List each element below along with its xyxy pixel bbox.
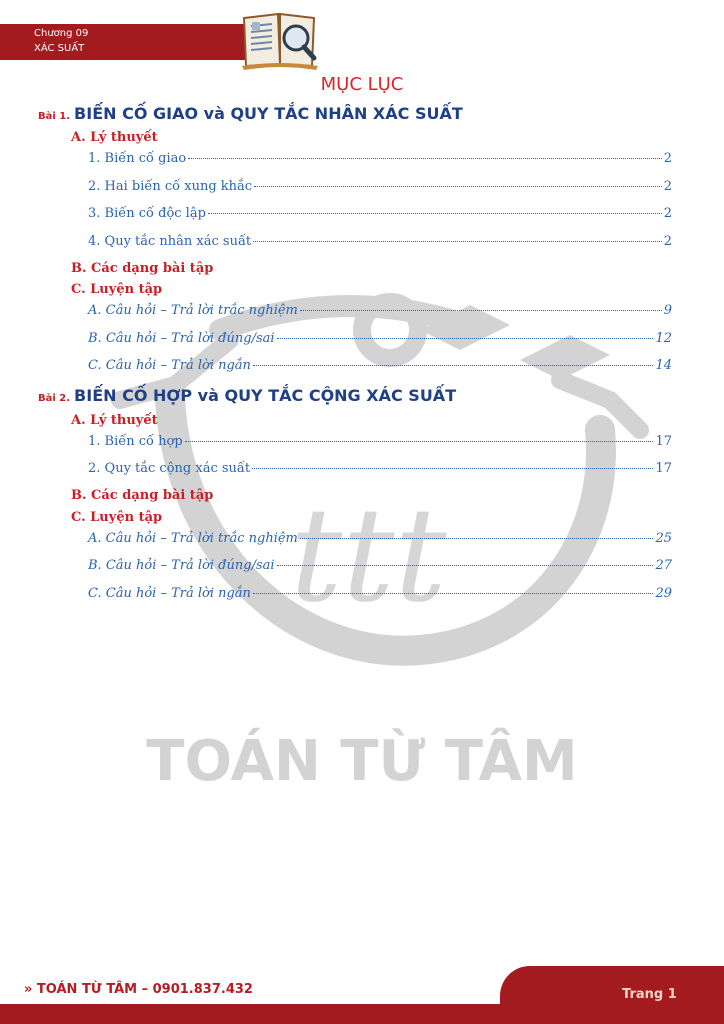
toc-entry[interactable] — [88, 206, 672, 221]
toc-entry-page: 2 — [663, 151, 672, 166]
toc-entry[interactable] — [88, 358, 672, 373]
footer-page-tab — [500, 966, 724, 1024]
toc-entry-label: 2. Quy tắc cộng xác suất — [88, 461, 251, 476]
toc-entry-label: A. Câu hỏi – Trả lời trắc nghiệm — [88, 303, 298, 318]
lesson-2-heading — [38, 386, 456, 405]
toc-entry-page: 27 — [655, 558, 672, 573]
toc-entry-page: 9 — [663, 303, 672, 318]
toc-entry-page: 17 — [655, 461, 672, 476]
toc-entry[interactable] — [88, 234, 672, 249]
page-title: MỤC LỤC — [320, 74, 404, 95]
toc-entry[interactable] — [88, 558, 672, 573]
toc-entry-page: 25 — [655, 531, 672, 546]
subject-label: XÁC SUẤT — [34, 43, 85, 54]
footer-contact: » TOÁN TỪ TÂM – 0901.837.432 — [24, 982, 253, 997]
toc-entry-label: C. Câu hỏi – Trả lời ngắn — [88, 586, 251, 601]
toc-entry[interactable] — [88, 434, 672, 449]
toc-entry-page: 29 — [655, 586, 672, 601]
lesson-1-section-exercises: B. Các dạng bài tập — [71, 261, 214, 276]
toc-entry[interactable] — [88, 179, 672, 194]
toc-entry[interactable] — [88, 461, 672, 476]
chapter-header-band — [0, 24, 270, 60]
lesson-number: Bài 1. — [38, 111, 71, 122]
toc-entry-label: B. Câu hỏi – Trả lời đúng/sai — [88, 331, 275, 346]
toc-entry[interactable] — [88, 531, 672, 546]
toc-entry-label: 1. Biến cố hợp — [88, 434, 183, 449]
watermark-text: TOÁN TỪ TÂM — [146, 729, 578, 794]
lesson-2-section-theory: A. Lý thuyết — [71, 413, 158, 428]
page-number: Trang 1 — [622, 987, 677, 1002]
toc-entry[interactable] — [88, 331, 672, 346]
lesson-1-section-theory: A. Lý thuyết — [71, 130, 158, 145]
toc-entry[interactable] — [88, 151, 672, 166]
toc-entry-page: 2 — [663, 179, 672, 194]
toc-entry[interactable] — [88, 303, 672, 318]
toc-entry[interactable] — [88, 586, 672, 601]
toc-entry-page: 14 — [655, 358, 672, 373]
lesson-number: Bài 2. — [38, 393, 71, 404]
lesson-title: BIẾN CỐ GIAO và QUY TẮC NHÂN XÁC SUẤT — [74, 104, 463, 123]
chapter-label: Chương 09 — [34, 28, 89, 39]
toc-entry-label: 4. Quy tắc nhân xác suất — [88, 234, 252, 249]
toc-entry-page: 17 — [655, 434, 672, 449]
toc-entry-label: C. Câu hỏi – Trả lời ngắn — [88, 358, 251, 373]
watermark-logo-text: ttt — [290, 479, 447, 631]
lesson-1-heading — [38, 104, 463, 123]
toc-entry-label: B. Câu hỏi – Trả lời đúng/sai — [88, 558, 275, 573]
toc-entry-label: 1. Biến cố giao — [88, 151, 187, 166]
toc-entry-label: A. Câu hỏi – Trả lời trắc nghiệm — [88, 531, 298, 546]
toc-entry-page: 12 — [655, 331, 672, 346]
toc-entry-label: 2. Hai biến cố xung khắc — [88, 179, 253, 194]
lesson-title: BIẾN CỐ HỢP và QUY TẮC CỘNG XÁC SUẤT — [74, 386, 457, 405]
lesson-2-section-practice: C. Luyện tập — [71, 510, 163, 525]
toc-entry-label: 3. Biến cố độc lập — [88, 206, 206, 221]
toc-entry-page: 2 — [663, 234, 672, 249]
toc-entry-page: 2 — [663, 206, 672, 221]
book-magnifier-icon — [240, 8, 320, 70]
lesson-2-section-exercises: B. Các dạng bài tập — [71, 488, 214, 503]
lesson-1-section-practice: C. Luyện tập — [71, 282, 163, 297]
